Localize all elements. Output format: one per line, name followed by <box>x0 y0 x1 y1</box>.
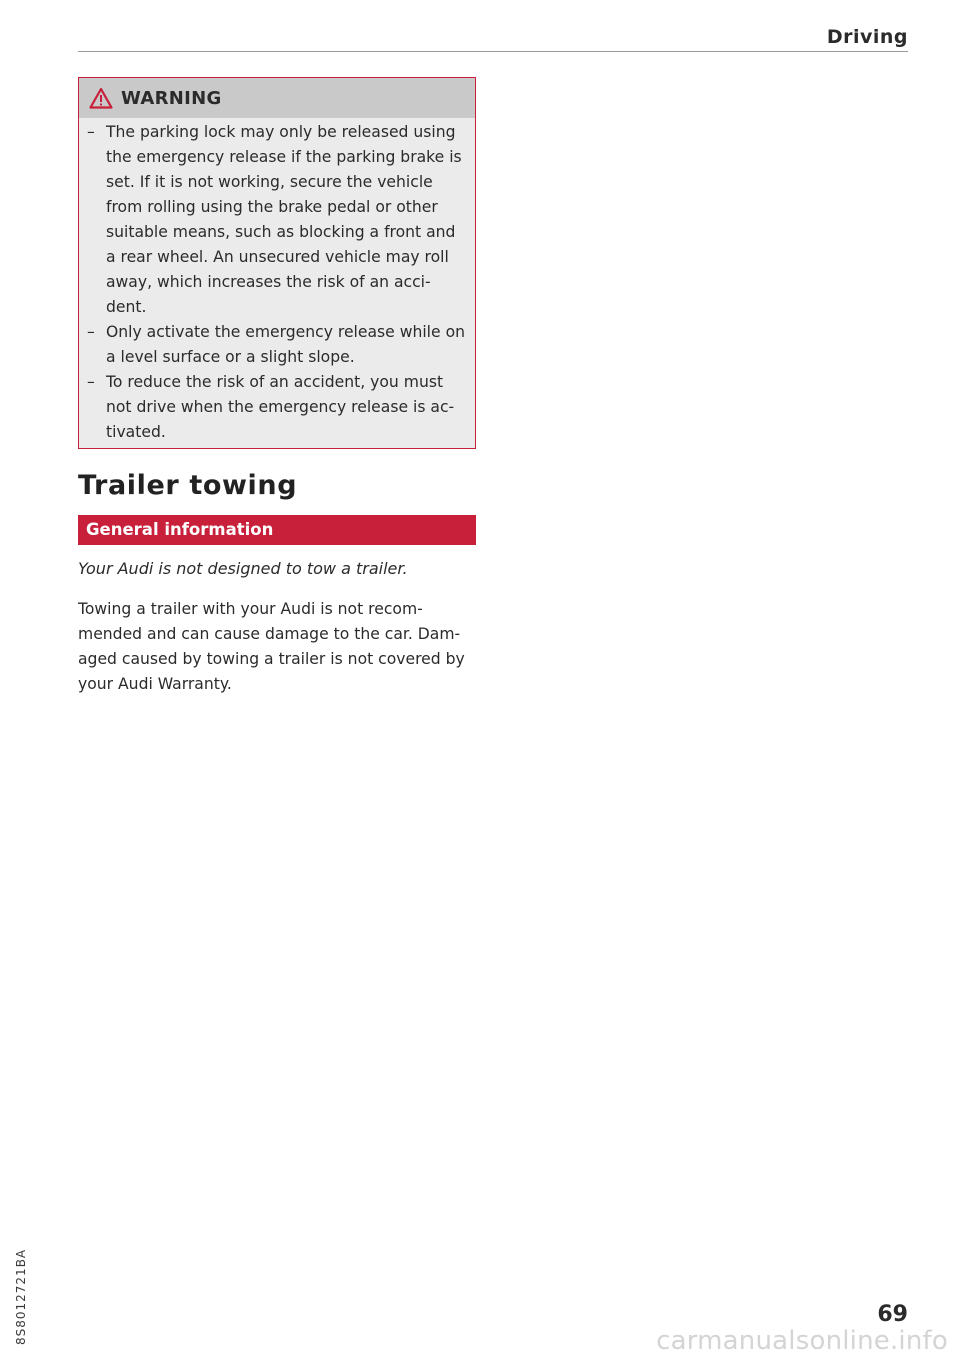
header-rule <box>78 51 908 52</box>
document-code: 8S8012721BA <box>14 1248 28 1345</box>
page-number: 69 <box>877 1302 908 1327</box>
subsection-lead: Your Audi is not designed to tow a trailer. <box>78 559 408 578</box>
warning-title: WARNING <box>121 88 222 109</box>
warning-box <box>78 77 476 449</box>
warning-triangle-icon <box>89 87 113 109</box>
subsection-title: General information <box>86 520 274 539</box>
warning-item: – To reduce the risk of an accident, you must not drive when the emergency release is ac-tivated. <box>87 370 469 445</box>
subsection-bar <box>78 515 476 545</box>
watermark: carmanualsonline.info <box>656 1326 948 1356</box>
chapter-title: Trailer towing <box>78 470 298 501</box>
subsection-body: Towing a trailer with your Audi is not recom-mended and can cause damage to the car. Dam-aged caused by towing a trailer is not covered by your Audi Warranty. <box>78 600 465 693</box>
warning-item: – Only activate the emergency release while on a level surface or a slight slope. <box>87 320 469 370</box>
section-label: Driving <box>826 26 908 48</box>
warning-list <box>87 120 469 445</box>
warning-item: – The parking lock may only be released using the emergency release if the parking brake is set. If it is not working, secure the vehicle from rolling using the brake pedal or other suitable means, such as blocking a front and a rear wheel. An unsecured vehicle may roll away, which increases the risk of an acci-dent. <box>87 120 469 320</box>
warning-header <box>79 78 475 118</box>
